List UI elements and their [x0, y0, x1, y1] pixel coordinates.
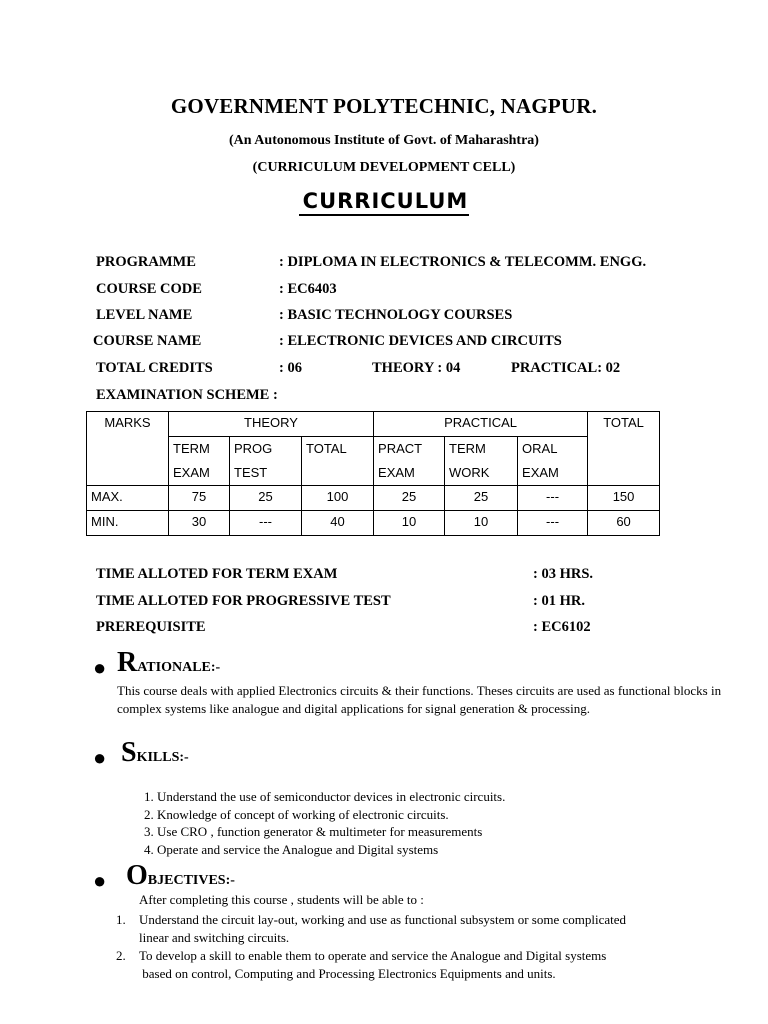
table-cell: 100 [302, 486, 374, 511]
table-header-row [87, 412, 660, 437]
prog-test-time-label: TIME ALLOTED FOR PROGRESSIVE TEST [96, 593, 391, 609]
table-cell: --- [230, 511, 302, 536]
row-label-min: MIN. [87, 511, 169, 536]
theory-header: THEORY [169, 412, 374, 437]
objective-line: linear and switching circuits. [139, 930, 290, 945]
objectives-heading [126, 860, 235, 892]
rationale-initial: R [117, 647, 138, 678]
table-cell: --- [518, 511, 588, 536]
table-cell: 25 [230, 486, 302, 511]
level-name-label: LEVEL NAME [96, 307, 193, 323]
subheader-term-exam [169, 437, 230, 486]
bullet-icon: ● [93, 868, 107, 893]
objective-number: 1. [116, 912, 126, 927]
total-credits-label: TOTAL CREDITS [96, 360, 213, 376]
subheader-oral-exam [518, 437, 588, 486]
subheader-line: TOTAL [306, 441, 347, 456]
level-name-value: : BASIC TECHNOLOGY COURSES [279, 307, 513, 323]
subheader-prog-test [230, 437, 302, 486]
objective-line: based on control, Computing and Processing Electronics Equipments and units. [139, 966, 556, 981]
exam-scheme-table [86, 411, 660, 536]
skills-initial: S [121, 737, 137, 768]
document-title: CURRICULUM [299, 188, 470, 216]
objective-line: Understand the circuit lay-out, working and use as functional subsystem or some complicated [139, 912, 627, 927]
table-cell: 10 [445, 511, 518, 536]
table-subheader-row [87, 437, 660, 486]
table-cell: 25 [445, 486, 518, 511]
objectives-intro: After completing this course , students will be able to : [139, 892, 424, 907]
course-name-label: COURSE NAME [93, 333, 202, 349]
term-exam-time-value: : 03 HRS. [533, 566, 594, 582]
objectives-rest: BJECTIVES:- [147, 873, 235, 888]
table-cell: --- [518, 486, 588, 511]
course-code-value: : EC6403 [279, 281, 337, 297]
skills-item: 4. Operate and service the Analogue and Digital systems [144, 842, 439, 857]
table-cell: 40 [302, 511, 374, 536]
subheader-total [302, 437, 374, 486]
objective-line: To develop a skill to enable them to operate and service the Analogue and Digital systems [139, 948, 607, 963]
bullet-icon: ● [93, 745, 107, 770]
skills-item: 1. Understand the use of semiconductor devices in electronic circuits. [144, 789, 506, 804]
subheader-line: TERM [173, 441, 210, 456]
subheader-line: EXAM [522, 465, 559, 480]
subheader-line: TEST [234, 465, 268, 480]
subheader-line: EXAM [173, 465, 210, 480]
prerequisite-value: : EC6102 [533, 619, 591, 635]
prerequisite-label: PREREQUISITE [96, 619, 206, 635]
document-title-wrap [0, 188, 768, 216]
table-cell: 60 [588, 511, 660, 536]
subheader-line: WORK [449, 465, 490, 480]
table-row [87, 486, 660, 511]
rationale-rest: ATIONALE:- [137, 660, 221, 675]
course-code-label: COURSE CODE [96, 281, 202, 297]
prog-test-time-value: : 01 HR. [533, 593, 585, 609]
table-cell: 30 [169, 511, 230, 536]
subheader-line: PRACT [378, 441, 423, 456]
exam-scheme-label: EXAMINATION SCHEME : [96, 387, 278, 403]
subheader-line: PROG [234, 441, 273, 456]
table-row [87, 511, 660, 536]
total-header: TOTAL [588, 412, 660, 486]
marks-header: MARKS [87, 412, 169, 486]
table-cell: 25 [374, 486, 445, 511]
table-cell: 150 [588, 486, 660, 511]
subheader-line: TERM [449, 441, 486, 456]
course-name-value: : ELECTRONIC DEVICES AND CIRCUITS [279, 333, 562, 349]
bullet-icon: ● [93, 655, 107, 680]
row-label-max: MAX. [87, 486, 169, 511]
objectives-initial: O [126, 860, 148, 891]
table-cell: 75 [169, 486, 230, 511]
objective-number: 2. [116, 948, 126, 963]
subheader-term-work [445, 437, 518, 486]
practical-header: PRACTICAL [374, 412, 588, 437]
institute-subtitle: (An Autonomous Institute of Govt. of Maharashtra) [229, 133, 539, 148]
rationale-heading [117, 647, 220, 679]
subheader-line: EXAM [378, 465, 415, 480]
subheader-pract-exam [374, 437, 445, 486]
programme-label: PROGRAMME [96, 254, 196, 270]
skills-item: 3. Use CRO , function generator & multimeter for measurements [144, 824, 483, 839]
skills-item: 2. Knowledge of concept of working of electronic circuits. [144, 807, 449, 822]
skills-heading [121, 737, 189, 769]
cell-name: (CURRICULUM DEVELOPMENT CELL) [252, 160, 516, 175]
practical-credits: PRACTICAL: 02 [511, 360, 621, 376]
theory-credits: THEORY : 04 [372, 360, 461, 376]
term-exam-time-label: TIME ALLOTED FOR TERM EXAM [96, 566, 338, 582]
institute-title: GOVERNMENT POLYTECHNIC, NAGPUR. [170, 94, 598, 118]
rationale-text: This course deals with applied Electronics circuits & their functions. Theses circuits are used as functional blocks in complex systems like analogue and digital applications for signal generation & processing. [117, 683, 722, 716]
table-cell: 10 [374, 511, 445, 536]
skills-rest: KILLS:- [136, 750, 189, 765]
programme-value: : DIPLOMA IN ELECTRONICS & TELECOMM. ENGG. [279, 254, 647, 270]
subheader-line: ORAL [522, 441, 558, 456]
total-credits-value: : 06 [279, 360, 302, 376]
